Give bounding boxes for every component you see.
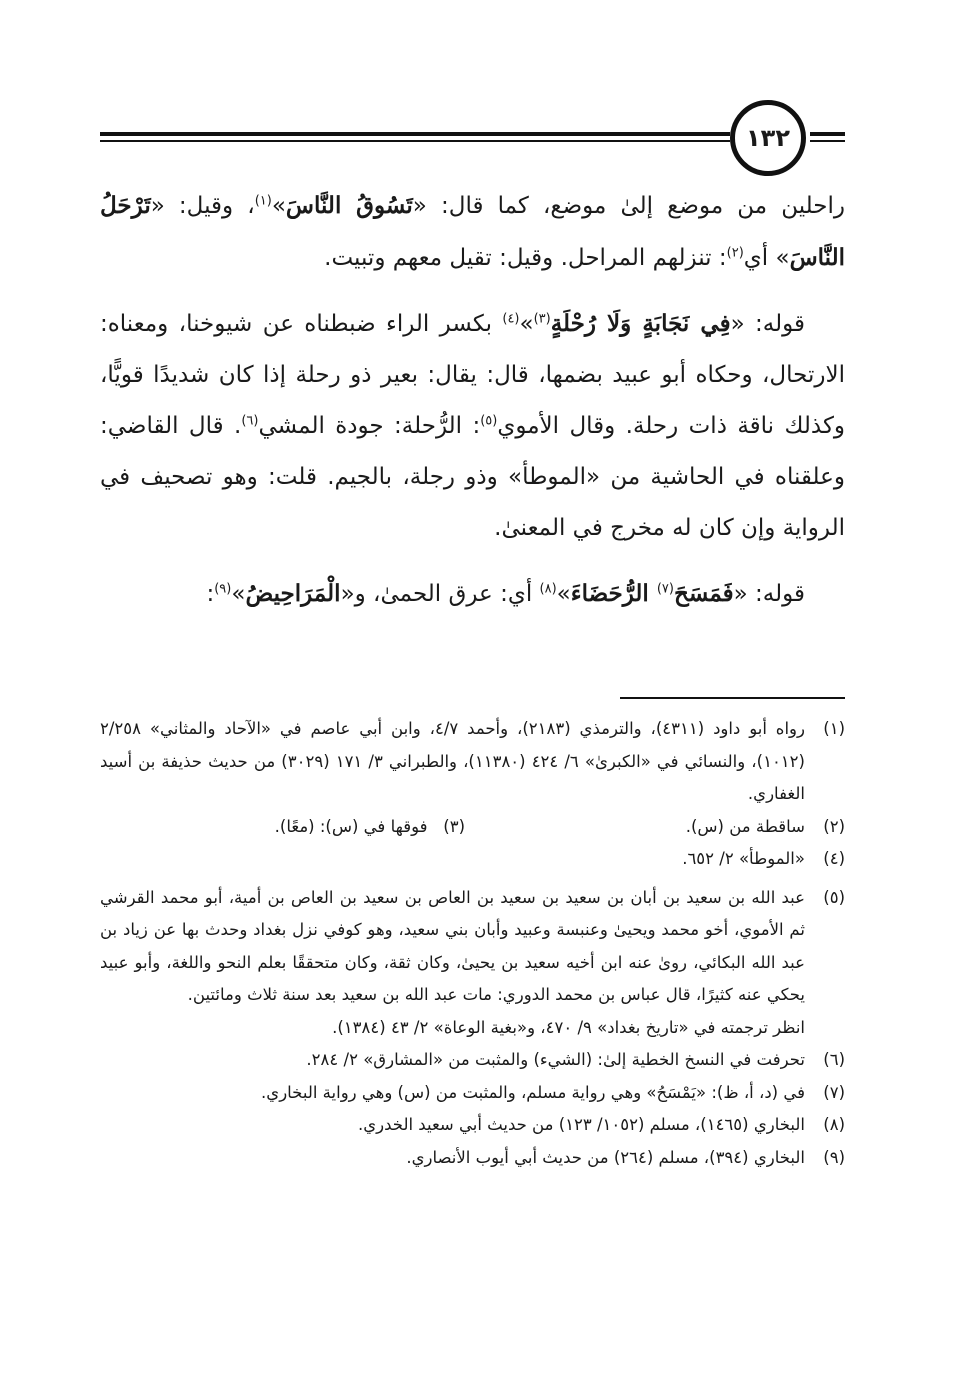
footnote-2-3: [100, 811, 845, 844]
paragraph-1: راحلين من موضع إلىٰ موضع، كما قال: «تَسُوقُ النَّاسَ»$^{(١)}$، وقيل: «تَرْحَلُ النَّاسَ» أي$^{(٢)}$: تنزلهم المراحل. وقيل: تقيل معهم وتبيت.: [100, 192, 845, 271]
main-text: [100, 180, 845, 634]
quoted-phrase: تَسُوقُ النَّاسَ: [285, 192, 413, 219]
footnote-5: [100, 882, 845, 1045]
footnotes: [100, 713, 845, 1174]
footnote-6: [100, 1044, 845, 1077]
paragraph-2: قوله: «فِي نَجَابَةٍ وَلَا رُحْلَةٍ$^{(٣)}$»$^{(٤)}$ بكسر الراء ضبطناه عن شيوخنا، ومعناه: الارتحال، وحكاه أبو عبيد بضمها، قال: يقال: بعير ذو رحلة إذا كان شديدًا قويًّا، وكذلك ناقة ذات رحلة. وقال الأموي$^{(٥)}$: الرُّحلة: جودة المشي$^{(٦)}$. قال القاضي: وعلقناه في الحاشية من «الموطأ» وذو رجلة، بالجيم. قلت: وهو تصحيف في الرواية وإن كان له مخرج في المعنىٰ.: [100, 310, 845, 541]
footnote-number: (٥): [823, 887, 845, 907]
footnote-number: (٩): [823, 1147, 845, 1167]
footnote-separator: [620, 697, 845, 699]
header-rule: [100, 140, 730, 142]
quoted-phrase: الْمَرَاحِيضُ: [245, 580, 341, 607]
footnote-ref: (٥): [480, 413, 498, 429]
footnote-number: (٤): [823, 849, 845, 868]
footnote-number: (١): [823, 719, 845, 738]
footnote-ref: (٤): [502, 311, 520, 327]
footnote-9: [100, 1142, 845, 1175]
footnote-text: «الموطأ» ٢/ ٦٥٢.: [682, 849, 805, 868]
footnote-number: (٦): [823, 1050, 845, 1069]
footnote-number: (٢): [823, 816, 845, 836]
footnote-text: في (د، أ، ظ): «يَمْسَحُ» وهي رواية مسلم، والمثبت من (س) وهي رواية البخاري.: [261, 1082, 805, 1102]
footnote-text: ساقطة من (س).: [685, 816, 805, 836]
footnote-text: البخاري (٣٩٤)، مسلم (٢٦٤) من حديث أبي أيوب الأنصاري.: [406, 1147, 805, 1167]
quoted-phrase: فِي نَجَابَةٍ وَلَا رُحْلَةٍ: [550, 310, 731, 337]
footnote-ref: (٨): [539, 581, 557, 597]
footnote-ref: (٢): [726, 245, 744, 261]
footnote-4: [100, 843, 845, 876]
footnote-number: (٣): [443, 816, 465, 836]
footnote-8: [100, 1109, 845, 1142]
page-number: ١٣٢: [730, 100, 806, 176]
footnote-text: فوقها في (س): (معًا).: [274, 816, 428, 836]
footnote-ref: (١): [254, 193, 272, 209]
footnote-ref: (٣): [533, 311, 551, 327]
footnote-text: البخاري (١٤٦٥)، مسلم (١٠٥٢/ ١٢٣) من حديث أبي سعيد الخدري.: [358, 1115, 805, 1134]
quoted-phrase: تَرْحَلُ النَّاسَ: [100, 192, 845, 271]
footnote-ref: (٦): [241, 413, 259, 429]
footnote-1: [100, 713, 845, 811]
header-rule: [810, 132, 845, 136]
footnote-number: (٧): [823, 1082, 845, 1102]
quoted-phrase: الرُّحَضَاءَ: [570, 580, 657, 607]
footnote-ref: (٩): [214, 581, 232, 597]
paragraph-3: قوله: «فَمَسَحَ$^{(٧)}$ الرُّحَضَاءَ»$^{(٨)}$ أي: عرق الحمىٰ، و«الْمَرَاحِيضُ»$^{(٩)}$:: [206, 580, 805, 607]
page-header: [100, 100, 845, 180]
footnote-number: (٨): [823, 1115, 845, 1134]
footnote-reference: انظر ترجمته في «تاريخ بغداد» ٩/ ٤٧٠، و«بغية الوعاة» ٢/ ٤٣ (١٣٨٤).: [332, 1017, 805, 1037]
header-rule: [100, 132, 730, 136]
header-rule: [810, 140, 845, 142]
footnote-text: رواه أبو داود (٤٣١١)، والترمذي (٢١٨٣)، وأحمد ٤/٧، وابن أبي عاصم في «الآحاد والمثاني» ٢/٢٥٨ (١٠١٢)، والنسائي في «الكبرىٰ» ٦/ ٤٢٤ (١١٣٨٠)، والطبراني ٣/ ١٧١ (٣٠٢٩) من حديث حذيفة بن أسيد الغفاري.: [100, 719, 805, 803]
footnote-ref: (٧): [656, 581, 674, 597]
footnote-text: عبد الله بن سعيد بن أبان بن سعيد بن سعيد بن العاص بن سعيد بن العاص بن أمية، أبو محمد القرشي ثم الأموي، أخو محمد ويحيىٰ وعنبسة وعبيد وأبان بني سعيد، وهو كوفي نزل بغداد وحدث بها عن زياد بن عبد الله البكائي، روىٰ عنه ابن أخيه سعيد بن يحيىٰ، وكان ثقة، وكان متحققًا بعلم النحو واللغة، وأبو عبيد يحكي عنه كثيرًا، قال عباس بن محمد الدوري: مات عبد الله بن سعيد بعد سنة ثلاث ومائتين.: [100, 887, 805, 1004]
footnote-text: تحرفت في النسخ الخطية إلىٰ: (الشيء) والمثبت من «المشارق» ٢/ ٢٨٤.: [306, 1050, 805, 1069]
footnote-7: [100, 1077, 845, 1110]
quoted-phrase: فَمَسَحَ: [673, 580, 734, 607]
